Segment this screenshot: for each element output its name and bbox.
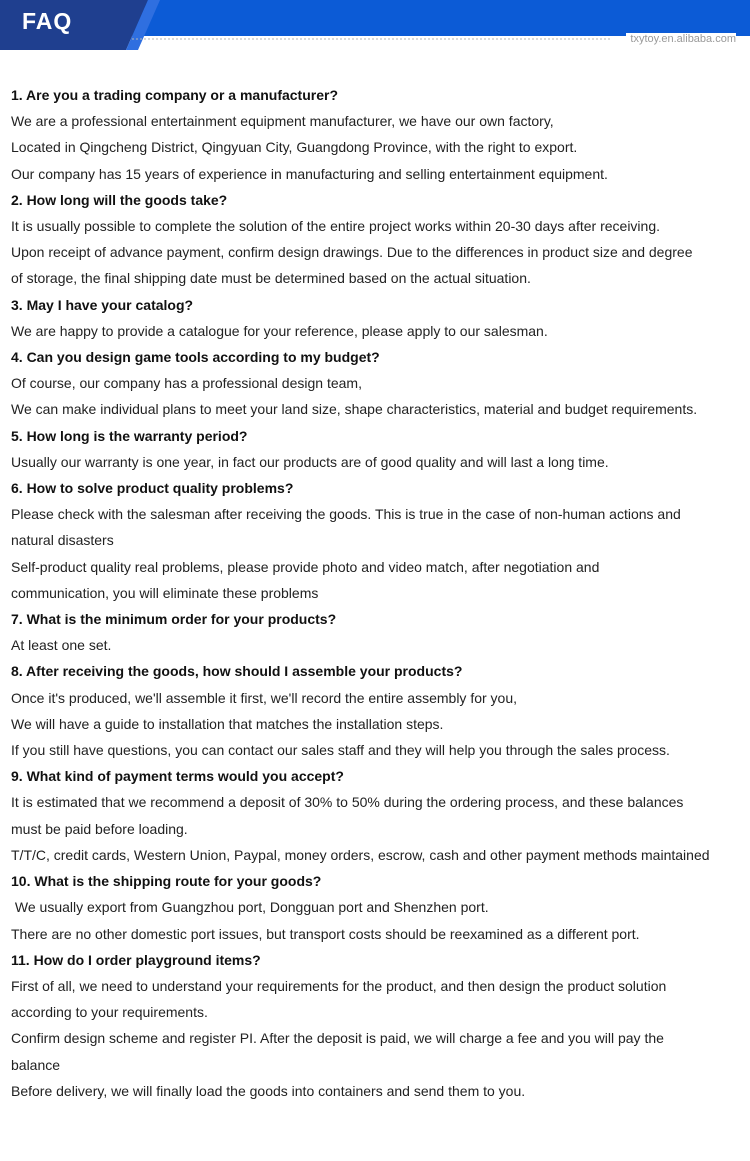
faq-answer-line: T/T/C, credit cards, Western Union, Paypal, money orders, escrow, cash and other payment methods maintained [11, 846, 710, 863]
faq-answer-line: of storage, the final shipping date must be determined based on the actual situation. [11, 270, 531, 287]
faq-question: 5. How long is the warranty period? [11, 427, 248, 444]
faq-item [11, 763, 741, 868]
faq-answer-line: It is usually possible to complete the solution of the entire project works within 20-30 days after receiving. [11, 218, 660, 235]
faq-item [11, 187, 741, 292]
faq-answer-line: according to your requirements. [11, 1004, 208, 1021]
faq-answer-line: Self-product quality real problems, please provide photo and video match, after negotiation and [11, 558, 600, 575]
faq-question: 3. May I have your catalog? [11, 296, 194, 313]
faq-answer-line: natural disasters [11, 532, 114, 549]
faq-item [11, 82, 741, 187]
faq-answer-line: We are happy to provide a catalogue for your reference, please apply to our salesman. [11, 322, 548, 339]
faq-answer-line: We can make individual plans to meet your land size, shape characteristics, material and budget requirements. [11, 401, 698, 418]
faq-answer-line: There are no other domestic port issues, but transport costs should be reexamined as a different port. [11, 925, 640, 942]
faq-answer-line: communication, you will eliminate these problems [11, 584, 319, 601]
faq-answer-line: Please check with the salesman after receiving the goods. This is true in the case of non-human actions and [11, 506, 681, 523]
faq-question: 7. What is the minimum order for your products? [11, 611, 337, 628]
site-url: txytoy.en.alibaba.com [626, 33, 736, 45]
faq-answer-line: We will have a guide to installation that matches the installation steps. [11, 715, 444, 732]
faq-item [11, 868, 741, 947]
faq-header [0, 0, 750, 52]
faq-answer-line: balance [11, 1056, 61, 1073]
faq-question: 4. Can you design game tools according to my budget? [11, 349, 380, 366]
faq-question: 9. What kind of payment terms would you accept? [11, 768, 344, 785]
faq-question: 10. What is the shipping route for your goods? [11, 873, 322, 890]
faq-answer-line: must be paid before loading. [11, 820, 188, 837]
page-title: FAQ [22, 8, 73, 34]
faq-list [11, 82, 741, 1104]
faq-answer-line: It is estimated that we recommend a deposit of 30% to 50% during the ordering process, and these balances [11, 794, 684, 811]
faq-answer-line: If you still have questions, you can contact our sales staff and they will help you through the sales process. [11, 742, 670, 759]
faq-answer-line: Of course, our company has a professional design team, [11, 375, 362, 392]
faq-question: 1. Are you a trading company or a manufacturer? [11, 87, 339, 103]
faq-answer-line: Our company has 15 years of experience in manufacturing and selling entertainment equipment. [11, 165, 608, 182]
faq-item [11, 606, 741, 658]
faq-question: 6. How to solve product quality problems? [11, 480, 294, 497]
faq-question: 8. After receiving the goods, how should I assemble your products? [11, 663, 463, 680]
faq-question: 2. How long will the goods take? [11, 191, 228, 208]
faq-answer-line: First of all, we need to understand your requirements for the product, and then design the product solution [11, 977, 667, 994]
faq-item [11, 658, 741, 763]
faq-item [11, 475, 741, 606]
faq-answer-line: Upon receipt of advance payment, confirm design drawings. Due to the differences in product size and degree [11, 244, 693, 261]
faq-answer-line: We are a professional entertainment equipment manufacturer, we have our own factory, [11, 113, 554, 130]
faq-answer-line: Usually our warranty is one year, in fact our products are of good quality and will last a long time. [11, 453, 609, 470]
faq-answer-line: Confirm design scheme and register PI. After the deposit is paid, we will charge a fee and you will pay the [11, 1030, 664, 1047]
faq-item [11, 344, 741, 423]
faq-item [11, 292, 741, 344]
faq-answer-line: Located in Qingcheng District, Qingyuan City, Guangdong Province, with the right to export. [11, 139, 578, 156]
faq-question: 11. How do I order playground items? [11, 951, 261, 968]
faq-answer-line: At least one set. [11, 637, 112, 654]
faq-answer-line: Before delivery, we will finally load the goods into containers and send them to you. [11, 1082, 526, 1099]
faq-item [11, 423, 741, 475]
faq-answer-line: Once it's produced, we'll assemble it first, we'll record the entire assembly for you, [11, 689, 518, 706]
faq-answer-line: We usually export from Guangzhou port, Dongguan port and Shenzhen port. [11, 899, 489, 916]
faq-item [11, 947, 741, 1104]
